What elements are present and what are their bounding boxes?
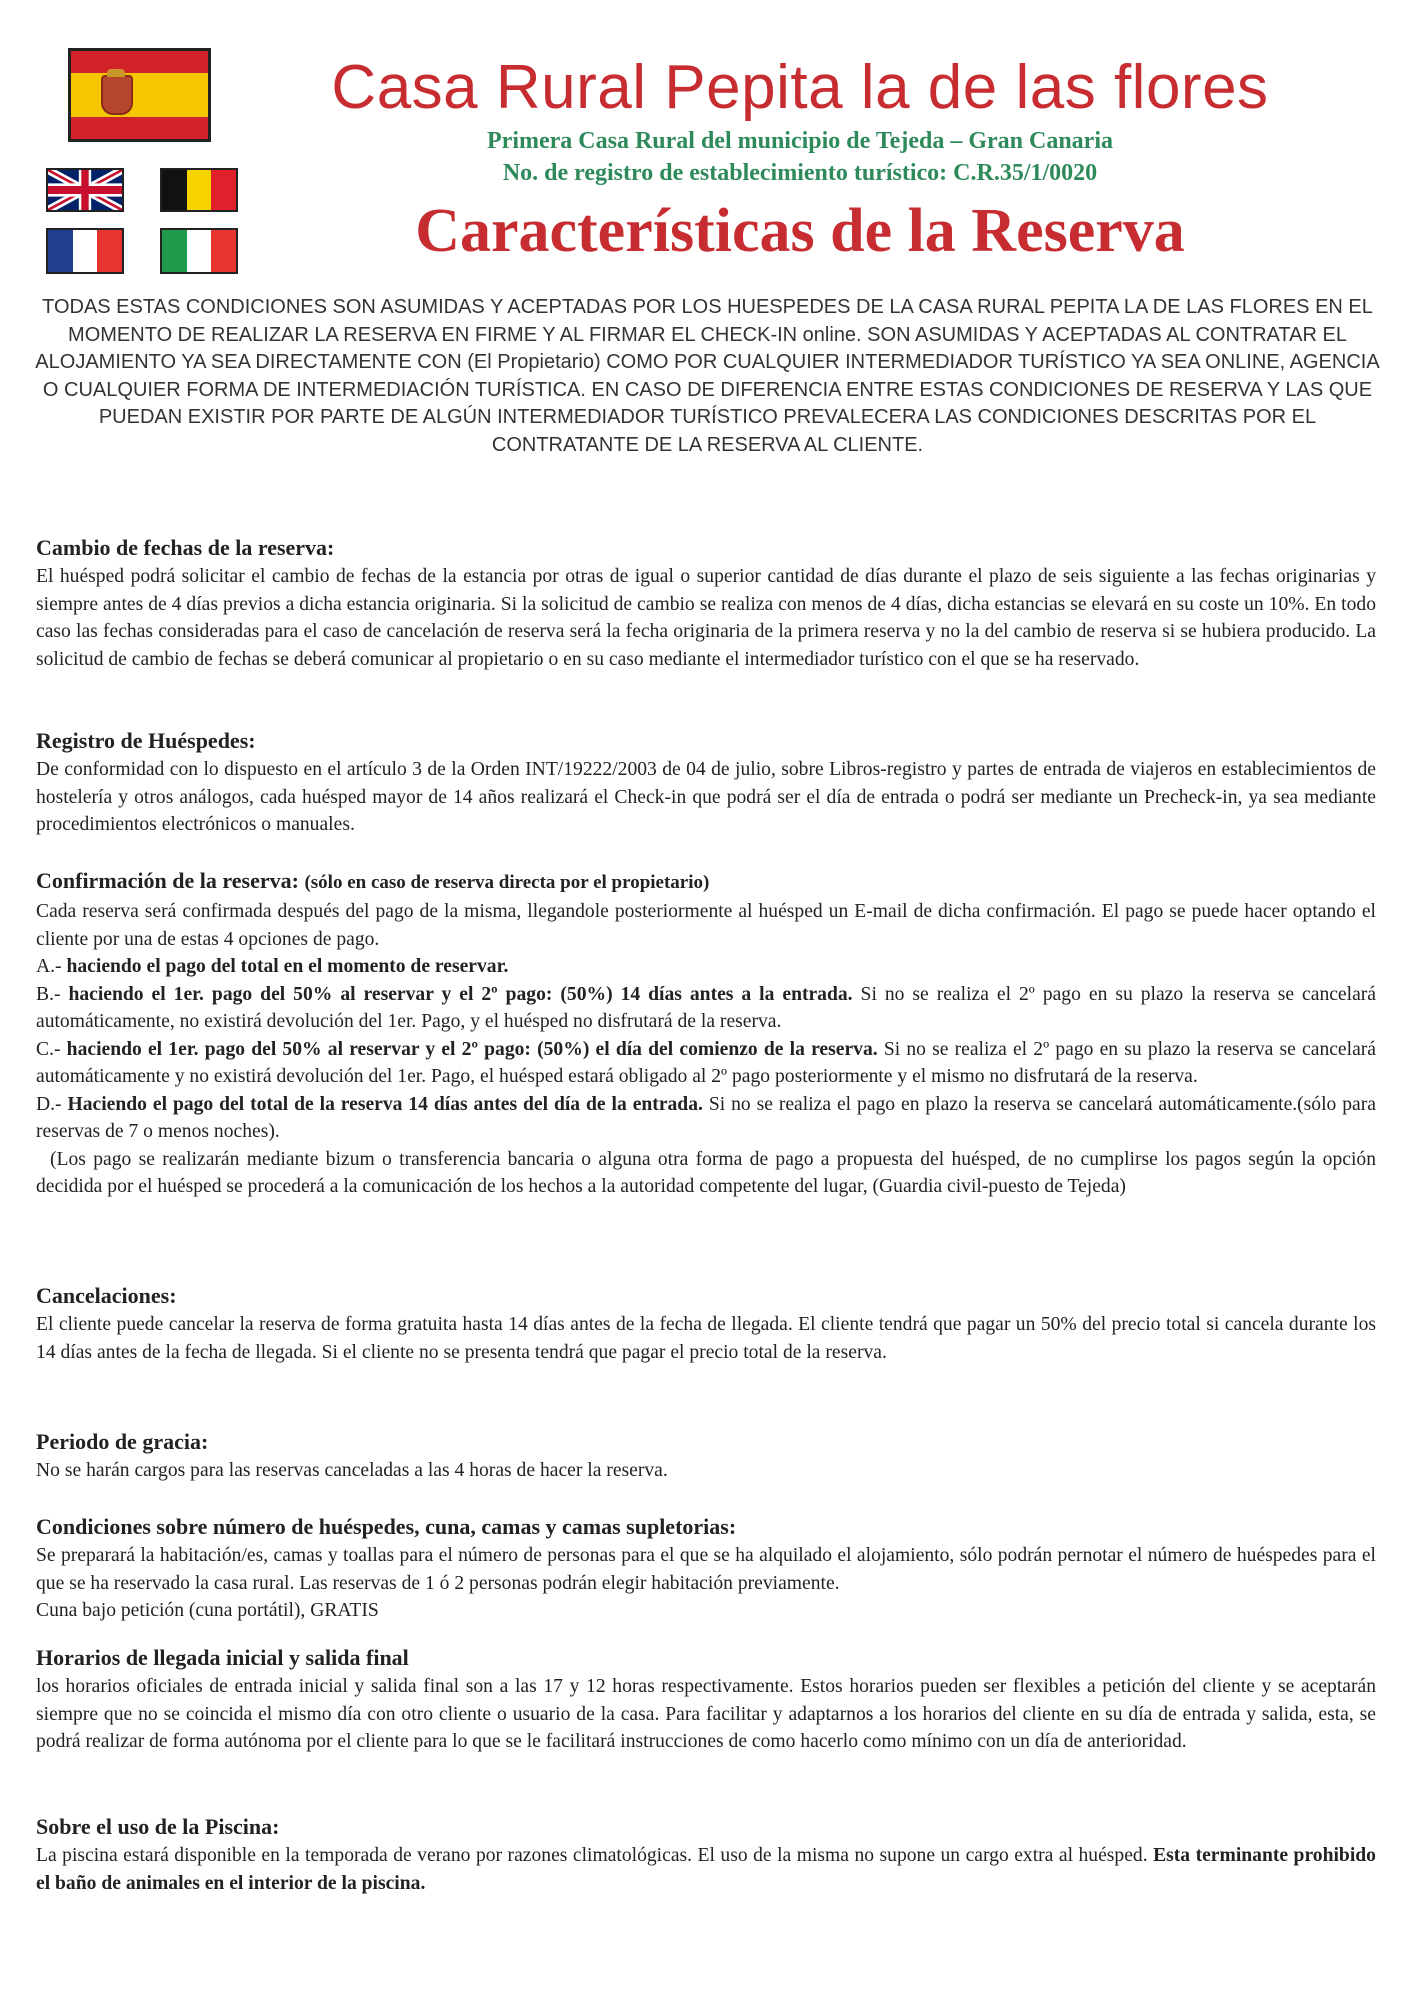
section-body: La piscina estará disponible en la temporada de verano por razones climatológicas. El uso de la misma no supone un cargo extra al huésped. Esta terminante prohibido el baño de animales en el interior de la piscina.: [36, 1845, 1376, 1894]
section-condiciones: [36, 1512, 1376, 1625]
section-heading: Periodo de gracia:: [36, 1429, 209, 1454]
section-body: Se preparará la habitación/es, camas y toallas para el número de personas para el que se ha alquilado el alojamiento, sólo podrán pernotar el número de huéspedes para el que se ha reservado la casa rural. Las reservas de 1 ó 2 personas podrán elegir habitación previamente.: [36, 1545, 1376, 1594]
section-heading: Confirmación de la reserva: (sólo en caso de reserva directa por el propietario): [36, 868, 710, 893]
section-heading: Horarios de llegada inicial y salida final: [36, 1645, 409, 1670]
section-body: De conformidad con lo dispuesto en el artículo 3 de la Orden INT/19222/2003 de 04 de julio, sobre Libros-registro y partes de entrada de viajeros en establecimientos de hostelería y otros análogos, cada huésped mayor de 14 años realizará el Check-in que podrá ser el día de entrada o podrá ser mediante un Precheck-in, ya sea mediante procedimientos electrónicos o manuales.: [36, 759, 1376, 835]
section-body: los horarios oficiales de entrada inicial y salida final son a las 17 y 12 horas respectivamente. Estos horarios pueden ser flexibles a petición del cliente y se aceptarán siempre que no se coincida el mismo día con otro cliente o usuario de la casa. Para facilitar y adaptarnos a los horarios del cliente en su día de entrada y salida, esta, se podrá realizar de forma autónoma por el cliente para lo que se le facilitará instrucciones de como hacerlo como mínimo con un día de anterioridad.: [36, 1676, 1376, 1752]
payment-option-b: B.- haciendo el 1er. pago del 50% al reservar y el 2º pago: (50%) 14 días antes a la entrada. Si no se realiza el 2º pago en su plazo la reserva se cancelará automáticamente, no existirá devolución del 1er. Pago, y el huésped no disfrutará de la reserva.: [36, 983, 1376, 1032]
section-cancelaciones: [36, 1281, 1376, 1366]
payment-option-c: C.- haciendo el 1er. pago del 50% al reservar y el 2º pago: (50%) el día del comienzo de la reserva. Si no se realiza el 2º pago en su plazo la reserva se cancelará automáticamente y no existirá devolución del 1er. Pago, el huésped estará obligado al 2º pago posteriormente y el mismo no disfrutará de la reserva.: [36, 1038, 1376, 1087]
uk-flag-icon[interactable]: [46, 168, 124, 212]
section-horarios: [36, 1643, 1376, 1756]
site-subtitle: Primera Casa Rural del municipio de Tejeda – Gran Canaria: [487, 128, 1113, 154]
section-body: No se harán cargos para las reservas canceladas a las 4 horas de hacer la reserva.: [36, 1460, 668, 1481]
section-heading: Cambio de fechas de la reserva:: [36, 535, 335, 560]
intro-paragraph: TODAS ESTAS CONDICIONES SON ASUMIDAS Y ACEPTADAS POR LOS HUESPEDES DE LA CASA RURAL PEPITA LA DE LAS FLORES EN EL MOMENTO DE REALIZAR LA RESERVA EN FIRME Y AL FIRMAR EL CHECK-IN online. SON ASUMIDAS Y ACEPTADAS AL CONTRATAR EL ALOJAMIENTO YA SEA DIRECTAMENTE CON (El Propietario) COMO POR CUALQUIER INTERMEDIADOR TURÍSTICO YA SEA ONLINE, AGENCIA O CUALQUIER FORMA DE INTERMEDIACIÓN TURÍSTICA. EN CASO DE DIFERENCIA ENTRE ESTAS CONDICIONES DE RESERVA Y LAS QUE PUEDAN EXISTIR POR PARTE DE ALGÚN INTERMEDIADOR TURÍSTICO PREVALECERA LAS CONDICIONES DESCRITAS POR EL CONTRATANTE DE LA RESERVA AL CLIENTE.: [35, 296, 1380, 456]
section-piscina: [36, 1812, 1376, 1897]
section-heading: Condiciones sobre número de huéspedes, cuna, camas y camas supletorias:: [36, 1514, 737, 1539]
belgium-flag-icon[interactable]: [160, 168, 238, 212]
section-registro: [36, 726, 1376, 839]
section-heading: Cancelaciones:: [36, 1283, 177, 1308]
section-body: El huésped podrá solicitar el cambio de fechas de la estancia por otras de igual o superior cantidad de días durante el plazo de seis siguiente a las fechas originarias y siempre antes de 4 días previos a dicha estancia originaria. Si la solicitud de cambio se realiza con menos de 4 días, dicha estancias se elevará en su coste un 10%. En todo caso las fechas consideradas para el caso de cancelación de reserva será la fecha originaria de la primera reserva y no la del cambio de reserva si se hubiera producido. La solicitud de cambio de fechas se deberá comunicar al propietario o en su caso mediante el intermediador turístico con el que se ha reservado.: [36, 566, 1376, 670]
france-flag-icon[interactable]: [46, 228, 124, 274]
cuna-note: Cuna bajo petición (cuna portátil), GRATIS: [36, 1600, 379, 1621]
checkin-link[interactable]: CHECK-IN online.: [700, 323, 862, 346]
page-title: Características de la Reserva: [415, 197, 1185, 265]
section-body: El cliente puede cancelar la reserva de forma gratuita hasta 14 días antes de la fecha de llegada. El cliente tendrá que pagar un 50% del precio total si cancela durante los 14 días antes de la fecha de llegada. Si el cliente no se presenta tendrá que pagar el precio total de la reserva.: [36, 1314, 1376, 1363]
section-confirmacion: [36, 866, 1376, 1201]
italy-flag-icon[interactable]: [160, 228, 238, 274]
site-title: Casa Rural Pepita la de las flores: [331, 53, 1269, 122]
section-cambio-fechas: [36, 533, 1376, 673]
payment-note: (Los pago se realizarán mediante bizum o transferencia bancaria o alguna otra forma de pago a propuesta del huésped, de no cumplirse los pagos según la opción decidida por el huésped se procederá a la comunicación de los hechos a la autoridad competente del lugar, (Guardia civil-puesto de Tejeda): [36, 1148, 1376, 1197]
section-heading: Sobre el uso de la Piscina:: [36, 1814, 280, 1839]
payment-option-a: A.- haciendo el pago del total en el momento de reservar.: [36, 956, 509, 977]
registration-number: No. de registro de establecimiento turístico: C.R.35/1/0020: [502, 160, 1098, 186]
section-periodo-gracia: [36, 1427, 1376, 1485]
spain-flag-icon[interactable]: [68, 48, 211, 142]
section-body: Cada reserva será confirmada después del pago de la misma, llegandole posteriormente al huésped un E-mail de dicha confirmación. El pago se puede hacer optando el cliente por una de estas 4 opciones de pago.: [36, 901, 1376, 950]
payment-option-d: D.- Haciendo el pago del total de la reserva 14 días antes del día de la entrada. Si no se realiza el pago en plazo la reserva se cancelará automáticamente.(sólo para reservas de 7 o menos noches).: [36, 1093, 1376, 1142]
section-heading: Registro de Huéspedes:: [36, 728, 256, 753]
